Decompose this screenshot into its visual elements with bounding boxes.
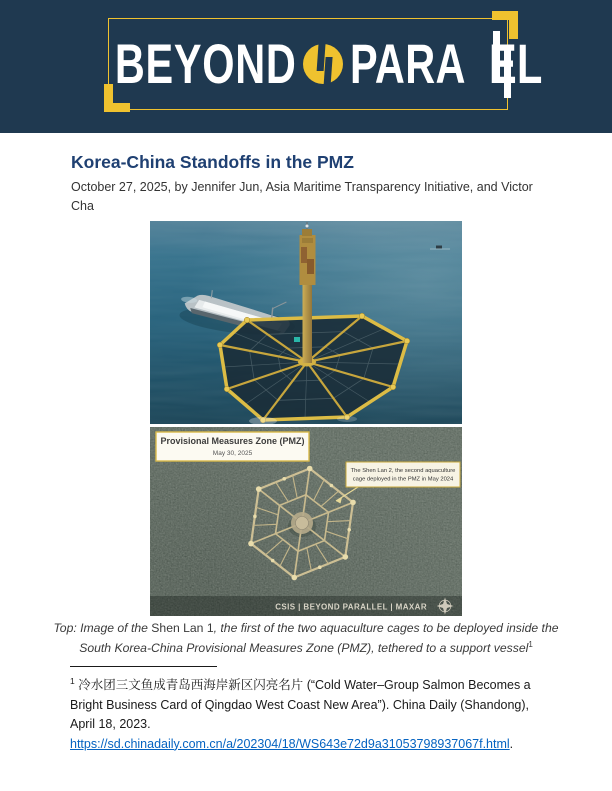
footnote-separator: [70, 666, 217, 667]
figure-caption: [50, 621, 562, 656]
caption-vessel-name: Shen Lan 1: [151, 621, 214, 635]
caption-footnote-ref: 1: [528, 639, 533, 649]
footnote-period: .: [509, 736, 514, 751]
logo-text-para: PARA: [350, 32, 467, 95]
footnote-marker: 1: [70, 676, 75, 686]
header-banner: [0, 0, 612, 133]
caption-lead: Top: Image of the: [53, 621, 152, 635]
annotation-line1: The Shen Lan 2, the second aquaculture: [350, 468, 456, 474]
footnote: [70, 672, 553, 754]
footnote-link[interactable]: https://sd.chinadaily.com.cn/a/202304/18/WS643e72d9a31053798937067f.html: [70, 736, 510, 751]
beyond-parallel-logo-icon: [303, 44, 343, 84]
logo-text-beyond: BEYOND: [114, 32, 297, 95]
caption-tail: , the first of the two aquaculture cages to be deployed inside the South Korea-China Provisional Measures Zone (PMZ), tethered to a support vessel: [79, 621, 559, 655]
pmz-label-title: Provisional Measures Zone (PMZ): [160, 436, 305, 446]
figure-stack: [150, 221, 462, 616]
watermark: [150, 596, 462, 616]
pmz-label-date: May 30, 2025: [212, 450, 253, 457]
footnote-chinese: 冷水团三文鱼成青岛西海岸新区闪亮名片: [78, 678, 304, 693]
annotation-line2: cage deployed in the PMZ in May 2024: [352, 476, 454, 483]
logo-text-el: EL: [488, 32, 543, 95]
pmz-label: [156, 432, 309, 461]
aquaculture-cage-photo: [150, 221, 462, 424]
satellite-image: [150, 427, 462, 616]
beyond-parallel-logo: [0, 0, 612, 128]
watermark-text: CSIS | BEYOND PARALLEL | MAXAR: [275, 602, 427, 612]
page-title: Korea-China Standoffs in the PMZ: [71, 152, 354, 172]
footnote-english: (“Cold Water–Group Salmon Becomes a Bright Business Card of Qingdao West Coast New Area”). China Daily (Shandong), April 18, 2023.: [70, 678, 531, 732]
byline: October 27, 2025, by Jennifer Jun, Asia Maritime Transparency Initiative, and Victor Cha: [71, 180, 533, 213]
